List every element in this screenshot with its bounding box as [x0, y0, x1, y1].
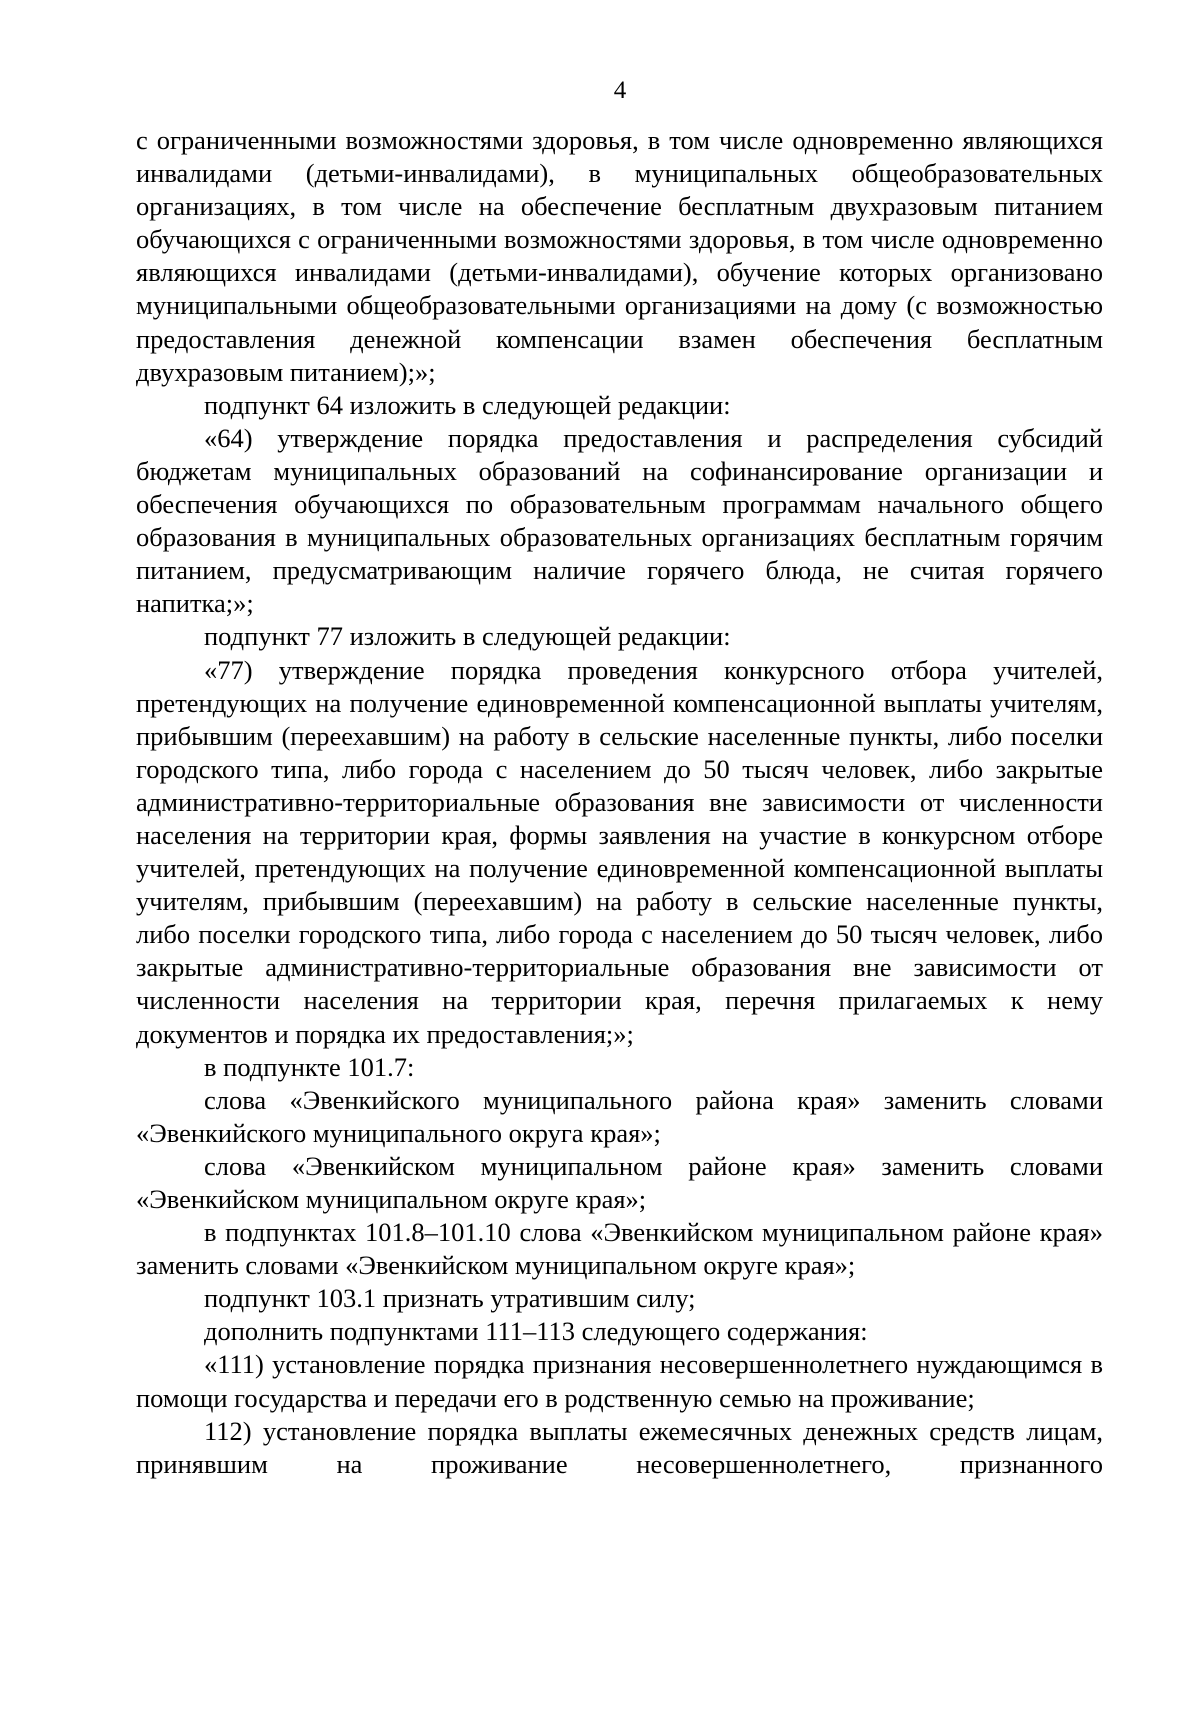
page-number: 4 [613, 77, 627, 104]
paragraph: подпункт 77 изложить в следующей редакции: [204, 621, 731, 652]
paragraph: слова «Эвенкийского муниципального района края» заменить словами «Эвенкийского муниципального округа края»; [136, 1084, 1103, 1148]
paragraph: дополнить подпунктами 111–113 следующего содержания: [204, 1316, 868, 1347]
paragraph: в подпункте 101.7: [204, 1051, 415, 1082]
document-body [136, 124, 1103, 1481]
paragraph: подпункт 64 изложить в следующей редакции: [204, 389, 731, 420]
paragraph: подпункт 103.1 признать утратившим силу; [204, 1283, 696, 1314]
paragraph: в подпунктах 101.8–101.10 слова «Эвенкийском муниципальном районе края» заменить словами «Эвенкийском муниципальном округе края»; [136, 1217, 1103, 1281]
paragraph: слова «Эвенкийском муниципальном районе края» заменить словами «Эвенкийском муниципальном округе края»; [136, 1150, 1103, 1214]
paragraph: «111) установление порядка признания несовершеннолетнего нуждающимся в помощи государства и передачи его в родственную семью на проживание; [136, 1349, 1103, 1413]
paragraph: 112) установление порядка выплаты ежемесячных денежных средств лицам, принявшим на проживание несовершеннолетнего, признанного [136, 1415, 1103, 1479]
paragraph: с ограниченными возможностями здоровья, в том числе одновременно являющихся инвалидами (детьми-инвалидами), в муниципальных общеобразовательных организациях, в том числе на обеспечение бесплатным двухразовым питанием обучающихся с ограниченными возможностями здоровья, в том числе одновременно являющихся инвалидами (детьми-инвалидами), обучение которых организовано муниципальными общеобразовательными организациями на дому (с возможностью предоставления денежной компенсации взамен обеспечения бесплатным двухразовым питанием);»; [136, 125, 1103, 387]
paragraph: «77) утверждение порядка проведения конкурсного отбора учителей, претендующих на получение единовременной компенсационной выплаты учителям, прибывшим (переехавшим) на работу в сельские населенные пункты, либо поселки городского типа, либо города с населением до 50 тысяч человек, либо закрытые административно-территориальные образования вне зависимости от численности населения на территории края, формы заявления на участие в конкурсном отборе учителей, претендующих на получение единовременной компенсационной выплаты учителям, прибывшим (переехавшим) на работу в сельские населенные пункты, либо поселки городского типа, либо города с населением до 50 тысяч человек, либо закрытые административно-территориальные образования вне зависимости от численности населения на территории края, перечня прилагаемых к нему документов и порядка их предоставления;»; [136, 654, 1103, 1049]
paragraph: «64) утверждение порядка предоставления и распределения субсидий бюджетам муниципальных образований на софинансирование организации и обеспечения обучающихся по образовательным программам начального общего образования в муниципальных образовательных организациях бесплатным горячим питанием, предусматривающим наличие горячего блюда, не считая горячего напитка;»; [136, 422, 1103, 619]
